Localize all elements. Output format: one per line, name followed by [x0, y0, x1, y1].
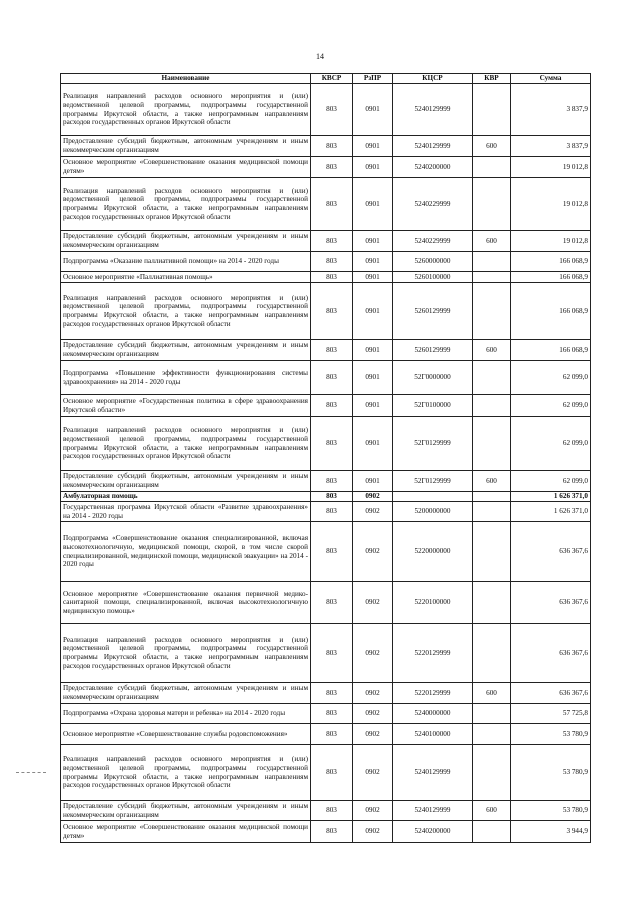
- table-body: [61, 84, 591, 843]
- cell-sum: 166 068,9: [511, 252, 591, 272]
- cell-name: Предоставление субсидий бюджетным, автономным учреждениям и иным некоммерческим организациям: [61, 136, 311, 157]
- cell-rzpr: 0901: [353, 252, 393, 272]
- cell-kcsr: 5240200000: [393, 821, 473, 843]
- cell-kcsr: 5220129999: [393, 683, 473, 704]
- cell-kvr: [473, 283, 511, 340]
- cell-kcsr: 5240000000: [393, 704, 473, 724]
- cell-name: Основное мероприятие «Совершенствование службы родовспоможения»: [61, 724, 311, 745]
- cell-kvr: [473, 417, 511, 471]
- cell-sum: 636 367,6: [511, 582, 591, 624]
- cell-kcsr: 52Г0000000: [393, 361, 473, 395]
- cell-kvr: [473, 157, 511, 178]
- cell-kcsr: 5260129999: [393, 340, 473, 361]
- cell-rzpr: 0901: [353, 395, 393, 417]
- cell-kvsr: 803: [311, 582, 353, 624]
- table-row: [61, 136, 591, 157]
- cell-kvsr: 803: [311, 724, 353, 745]
- cell-kvsr: 803: [311, 361, 353, 395]
- cell-kvsr: 803: [311, 84, 353, 136]
- table-row: [61, 724, 591, 745]
- table-row: [61, 417, 591, 471]
- table-row: [61, 178, 591, 231]
- cell-kcsr: 5200000000: [393, 502, 473, 522]
- cell-kcsr: 5240100000: [393, 724, 473, 745]
- cell-kcsr: 5220129999: [393, 624, 473, 683]
- cell-kvr: [473, 84, 511, 136]
- cell-name: Реализация направлений расходов основного мероприятия и (или) ведомственной целевой программы, подпрограммы государственной программы Иркутской области, а также непрограммным направлениям расходов государственных органов Иркутской области: [61, 84, 311, 136]
- cell-rzpr: 0902: [353, 683, 393, 704]
- cell-sum: 1 626 371,0: [511, 502, 591, 522]
- cell-name: Подпрограмма «Охрана здоровья матери и ребенка» на 2014 - 2020 годы: [61, 704, 311, 724]
- cell-kvr: [473, 272, 511, 283]
- cell-rzpr: 0902: [353, 801, 393, 821]
- cell-kvr: [473, 821, 511, 843]
- cell-name: Основное мероприятие «Совершенствование оказания медицинской помощи детям»: [61, 821, 311, 843]
- cell-name: Предоставление субсидий бюджетным, автономным учреждениям и иным некоммерческим организациям: [61, 801, 311, 821]
- table-row: [61, 624, 591, 683]
- cell-sum: 166 068,9: [511, 340, 591, 361]
- cell-kvsr: 803: [311, 745, 353, 801]
- cell-rzpr: 0902: [353, 624, 393, 683]
- cell-name: Предоставление субсидий бюджетным, автономным учреждениям и иным некоммерческим организациям: [61, 231, 311, 252]
- header-kvsr: КВСР: [311, 74, 353, 84]
- cell-rzpr: 0902: [353, 522, 393, 582]
- cell-kvr: [473, 582, 511, 624]
- header-rzpr: РзПР: [353, 74, 393, 84]
- cell-kvsr: 803: [311, 683, 353, 704]
- table-row: [61, 272, 591, 283]
- cell-sum: 62 099,0: [511, 361, 591, 395]
- cell-rzpr: 0901: [353, 471, 393, 492]
- cell-rzpr: 0902: [353, 724, 393, 745]
- cell-kvsr: 803: [311, 395, 353, 417]
- table-row: [61, 492, 591, 502]
- cell-rzpr: 0902: [353, 704, 393, 724]
- table-row: [61, 283, 591, 340]
- cell-kvsr: 803: [311, 522, 353, 582]
- table-row: [61, 231, 591, 252]
- cell-rzpr: 0902: [353, 502, 393, 522]
- cell-sum: 53 780,9: [511, 801, 591, 821]
- cell-sum: 636 367,6: [511, 522, 591, 582]
- cell-rzpr: 0901: [353, 231, 393, 252]
- table-row: [61, 522, 591, 582]
- cell-name: Амбулаторная помощь: [61, 492, 311, 502]
- cell-sum: 3 837,9: [511, 136, 591, 157]
- cell-kcsr: 5240129999: [393, 801, 473, 821]
- cell-name: Подпрограмма «Повышение эффективности функционирования системы здравоохранения» на 2014 - 2020 годы: [61, 361, 311, 395]
- table-row: [61, 683, 591, 704]
- cell-sum: 62 099,0: [511, 471, 591, 492]
- cell-name: Основное мероприятие «Совершенствование оказания медицинской помощи детям»: [61, 157, 311, 178]
- table-row: [61, 471, 591, 492]
- cell-kcsr: 52Г0129999: [393, 417, 473, 471]
- cell-rzpr: 0901: [353, 136, 393, 157]
- cell-kvsr: 803: [311, 704, 353, 724]
- table-row: [61, 582, 591, 624]
- cell-sum: 19 012,8: [511, 178, 591, 231]
- cell-kvsr: 803: [311, 136, 353, 157]
- cell-sum: 19 012,8: [511, 231, 591, 252]
- cell-kvr: [473, 704, 511, 724]
- cell-rzpr: 0901: [353, 178, 393, 231]
- cell-sum: 166 068,9: [511, 272, 591, 283]
- cell-sum: 53 780,9: [511, 724, 591, 745]
- cell-rzpr: 0901: [353, 283, 393, 340]
- table-row: [61, 502, 591, 522]
- cell-kvr: 600: [473, 801, 511, 821]
- cell-kcsr: 5220100000: [393, 582, 473, 624]
- cell-rzpr: 0901: [353, 417, 393, 471]
- cell-kvsr: 803: [311, 821, 353, 843]
- cell-name: Реализация направлений расходов основного мероприятия и (или) ведомственной целевой программы, подпрограммы государственной программы Иркутской области, а также непрограммным направлениям расходов государственных органов Иркутской области: [61, 417, 311, 471]
- cell-rzpr: 0902: [353, 821, 393, 843]
- cell-kvr: [473, 724, 511, 745]
- cell-rzpr: 0901: [353, 272, 393, 283]
- cell-rzpr: 0901: [353, 157, 393, 178]
- table-row: [61, 801, 591, 821]
- cell-kvsr: 803: [311, 231, 353, 252]
- table-row: [61, 252, 591, 272]
- cell-kvsr: 803: [311, 157, 353, 178]
- table-row: [61, 361, 591, 395]
- cell-kvsr: 803: [311, 417, 353, 471]
- table-header-row: [61, 74, 591, 84]
- cell-name: Предоставление субсидий бюджетным, автономным учреждениям и иным некоммерческим организациям: [61, 683, 311, 704]
- cell-kvr: [473, 178, 511, 231]
- cell-kcsr: 5240200000: [393, 157, 473, 178]
- cell-kvsr: 803: [311, 252, 353, 272]
- table-row: [61, 340, 591, 361]
- header-sum: Сумма: [511, 74, 591, 84]
- cell-kvr: 600: [473, 340, 511, 361]
- table-row: [61, 745, 591, 801]
- cell-kvr: [473, 492, 511, 502]
- cell-kcsr: 52Г0100000: [393, 395, 473, 417]
- cell-kvsr: 803: [311, 624, 353, 683]
- cell-sum: 636 367,6: [511, 624, 591, 683]
- cell-name: Реализация направлений расходов основного мероприятия и (или) ведомственной целевой программы, подпрограммы государственной программы Иркутской области, а также непрограммным направлениям расходов государственных органов Иркутской области: [61, 283, 311, 340]
- cell-name: Реализация направлений расходов основного мероприятия и (или) ведомственной целевой программы, подпрограммы государственной программы Иркутской области, а также непрограммным направлениям расходов государственных органов Иркутской области: [61, 745, 311, 801]
- cell-kvr: 600: [473, 231, 511, 252]
- table-row: [61, 704, 591, 724]
- cell-rzpr: 0902: [353, 745, 393, 801]
- cell-kvsr: 803: [311, 178, 353, 231]
- cell-rzpr: 0902: [353, 582, 393, 624]
- cell-sum: 19 012,8: [511, 157, 591, 178]
- cell-rzpr: 0901: [353, 361, 393, 395]
- cell-name: Подпрограмма «Оказание паллиативной помощи» на 2014 - 2020 годы: [61, 252, 311, 272]
- page-number: 14: [316, 52, 324, 61]
- cell-kvr: 600: [473, 136, 511, 157]
- cell-sum: 3 944,9: [511, 821, 591, 843]
- cell-kvr: [473, 745, 511, 801]
- cell-sum: 57 725,8: [511, 704, 591, 724]
- header-name: Наименование: [61, 74, 311, 84]
- cell-kvsr: 803: [311, 502, 353, 522]
- cell-rzpr: 0902: [353, 492, 393, 502]
- cell-kcsr: 5240229999: [393, 231, 473, 252]
- cell-name: Государственная программа Иркутской области «Развитие здравоохранения» на 2014 - 2020 годы: [61, 502, 311, 522]
- cell-kvsr: 803: [311, 340, 353, 361]
- cell-kvr: [473, 624, 511, 683]
- table-row: [61, 157, 591, 178]
- cell-kvsr: 803: [311, 471, 353, 492]
- cell-kvr: 600: [473, 471, 511, 492]
- cell-kvsr: 803: [311, 272, 353, 283]
- cell-kvr: 600: [473, 683, 511, 704]
- cell-kvr: [473, 252, 511, 272]
- cell-name: Реализация направлений расходов основного мероприятия и (или) ведомственной целевой программы, подпрограммы государственной программы Иркутской области, а также непрограммным направлениям расходов государственных органов Иркутской области: [61, 624, 311, 683]
- cell-kcsr: 5260000000: [393, 252, 473, 272]
- cell-kvr: [473, 395, 511, 417]
- cell-sum: 3 837,9: [511, 84, 591, 136]
- cell-kcsr: 52Г0129999: [393, 471, 473, 492]
- cell-sum: 62 099,0: [511, 417, 591, 471]
- cell-name: Основное мероприятие «Совершенствование оказания первичной медико-санитарной помощи, специализированной, включая высокотехнологичную медицинскую помощь»: [61, 582, 311, 624]
- cell-kcsr: 5240129999: [393, 745, 473, 801]
- cell-name: Предоставление субсидий бюджетным, автономным учреждениям и иным некоммерческим организациям: [61, 471, 311, 492]
- table-row: [61, 821, 591, 843]
- cell-name: Реализация направлений расходов основного мероприятия и (или) ведомственной целевой программы, подпрограммы государственной программы Иркутской области, а также непрограммным направлениям расходов государственных органов Иркутской области: [61, 178, 311, 231]
- table-row: [61, 84, 591, 136]
- budget-table: [60, 73, 591, 843]
- cell-name: Подпрограмма «Совершенствование оказания специализированной, включая высокотехнологичную, медицинской помощи, скорой, в том числе скорой специализированной, медицинской помощи, медицинской эвакуации» на 2014 - 2020 годы: [61, 522, 311, 582]
- cell-kcsr: 5260100000: [393, 272, 473, 283]
- cell-rzpr: 0901: [353, 84, 393, 136]
- cell-kcsr: [393, 492, 473, 502]
- cell-sum: 1 626 371,0: [511, 492, 591, 502]
- cell-kcsr: 5260129999: [393, 283, 473, 340]
- header-kcsr: КЦСР: [393, 74, 473, 84]
- header-kvr: КВР: [473, 74, 511, 84]
- cell-sum: 636 367,6: [511, 683, 591, 704]
- cell-name: Предоставление субсидий бюджетным, автономным учреждениям и иным некоммерческим организациям: [61, 340, 311, 361]
- cell-kvsr: 803: [311, 283, 353, 340]
- cell-name: Основное мероприятие «Паллиативная помощь»: [61, 272, 311, 283]
- table-row: [61, 395, 591, 417]
- cell-kvr: [473, 502, 511, 522]
- cell-kcsr: 5240229999: [393, 178, 473, 231]
- cell-sum: 62 099,0: [511, 395, 591, 417]
- cell-kcsr: 5240129999: [393, 84, 473, 136]
- cell-kvsr: 803: [311, 492, 353, 502]
- cell-kcsr: 5240129999: [393, 136, 473, 157]
- cell-sum: 53 780,9: [511, 745, 591, 801]
- cell-rzpr: 0901: [353, 340, 393, 361]
- cell-kvr: [473, 361, 511, 395]
- cell-kcsr: 5220000000: [393, 522, 473, 582]
- cell-kvsr: 803: [311, 801, 353, 821]
- cell-sum: 166 068,9: [511, 283, 591, 340]
- cell-name: Основное мероприятие «Государственная политика в сфере здравоохранения Иркутской области»: [61, 395, 311, 417]
- margin-scan-mark: [16, 772, 46, 777]
- cell-kvr: [473, 522, 511, 582]
